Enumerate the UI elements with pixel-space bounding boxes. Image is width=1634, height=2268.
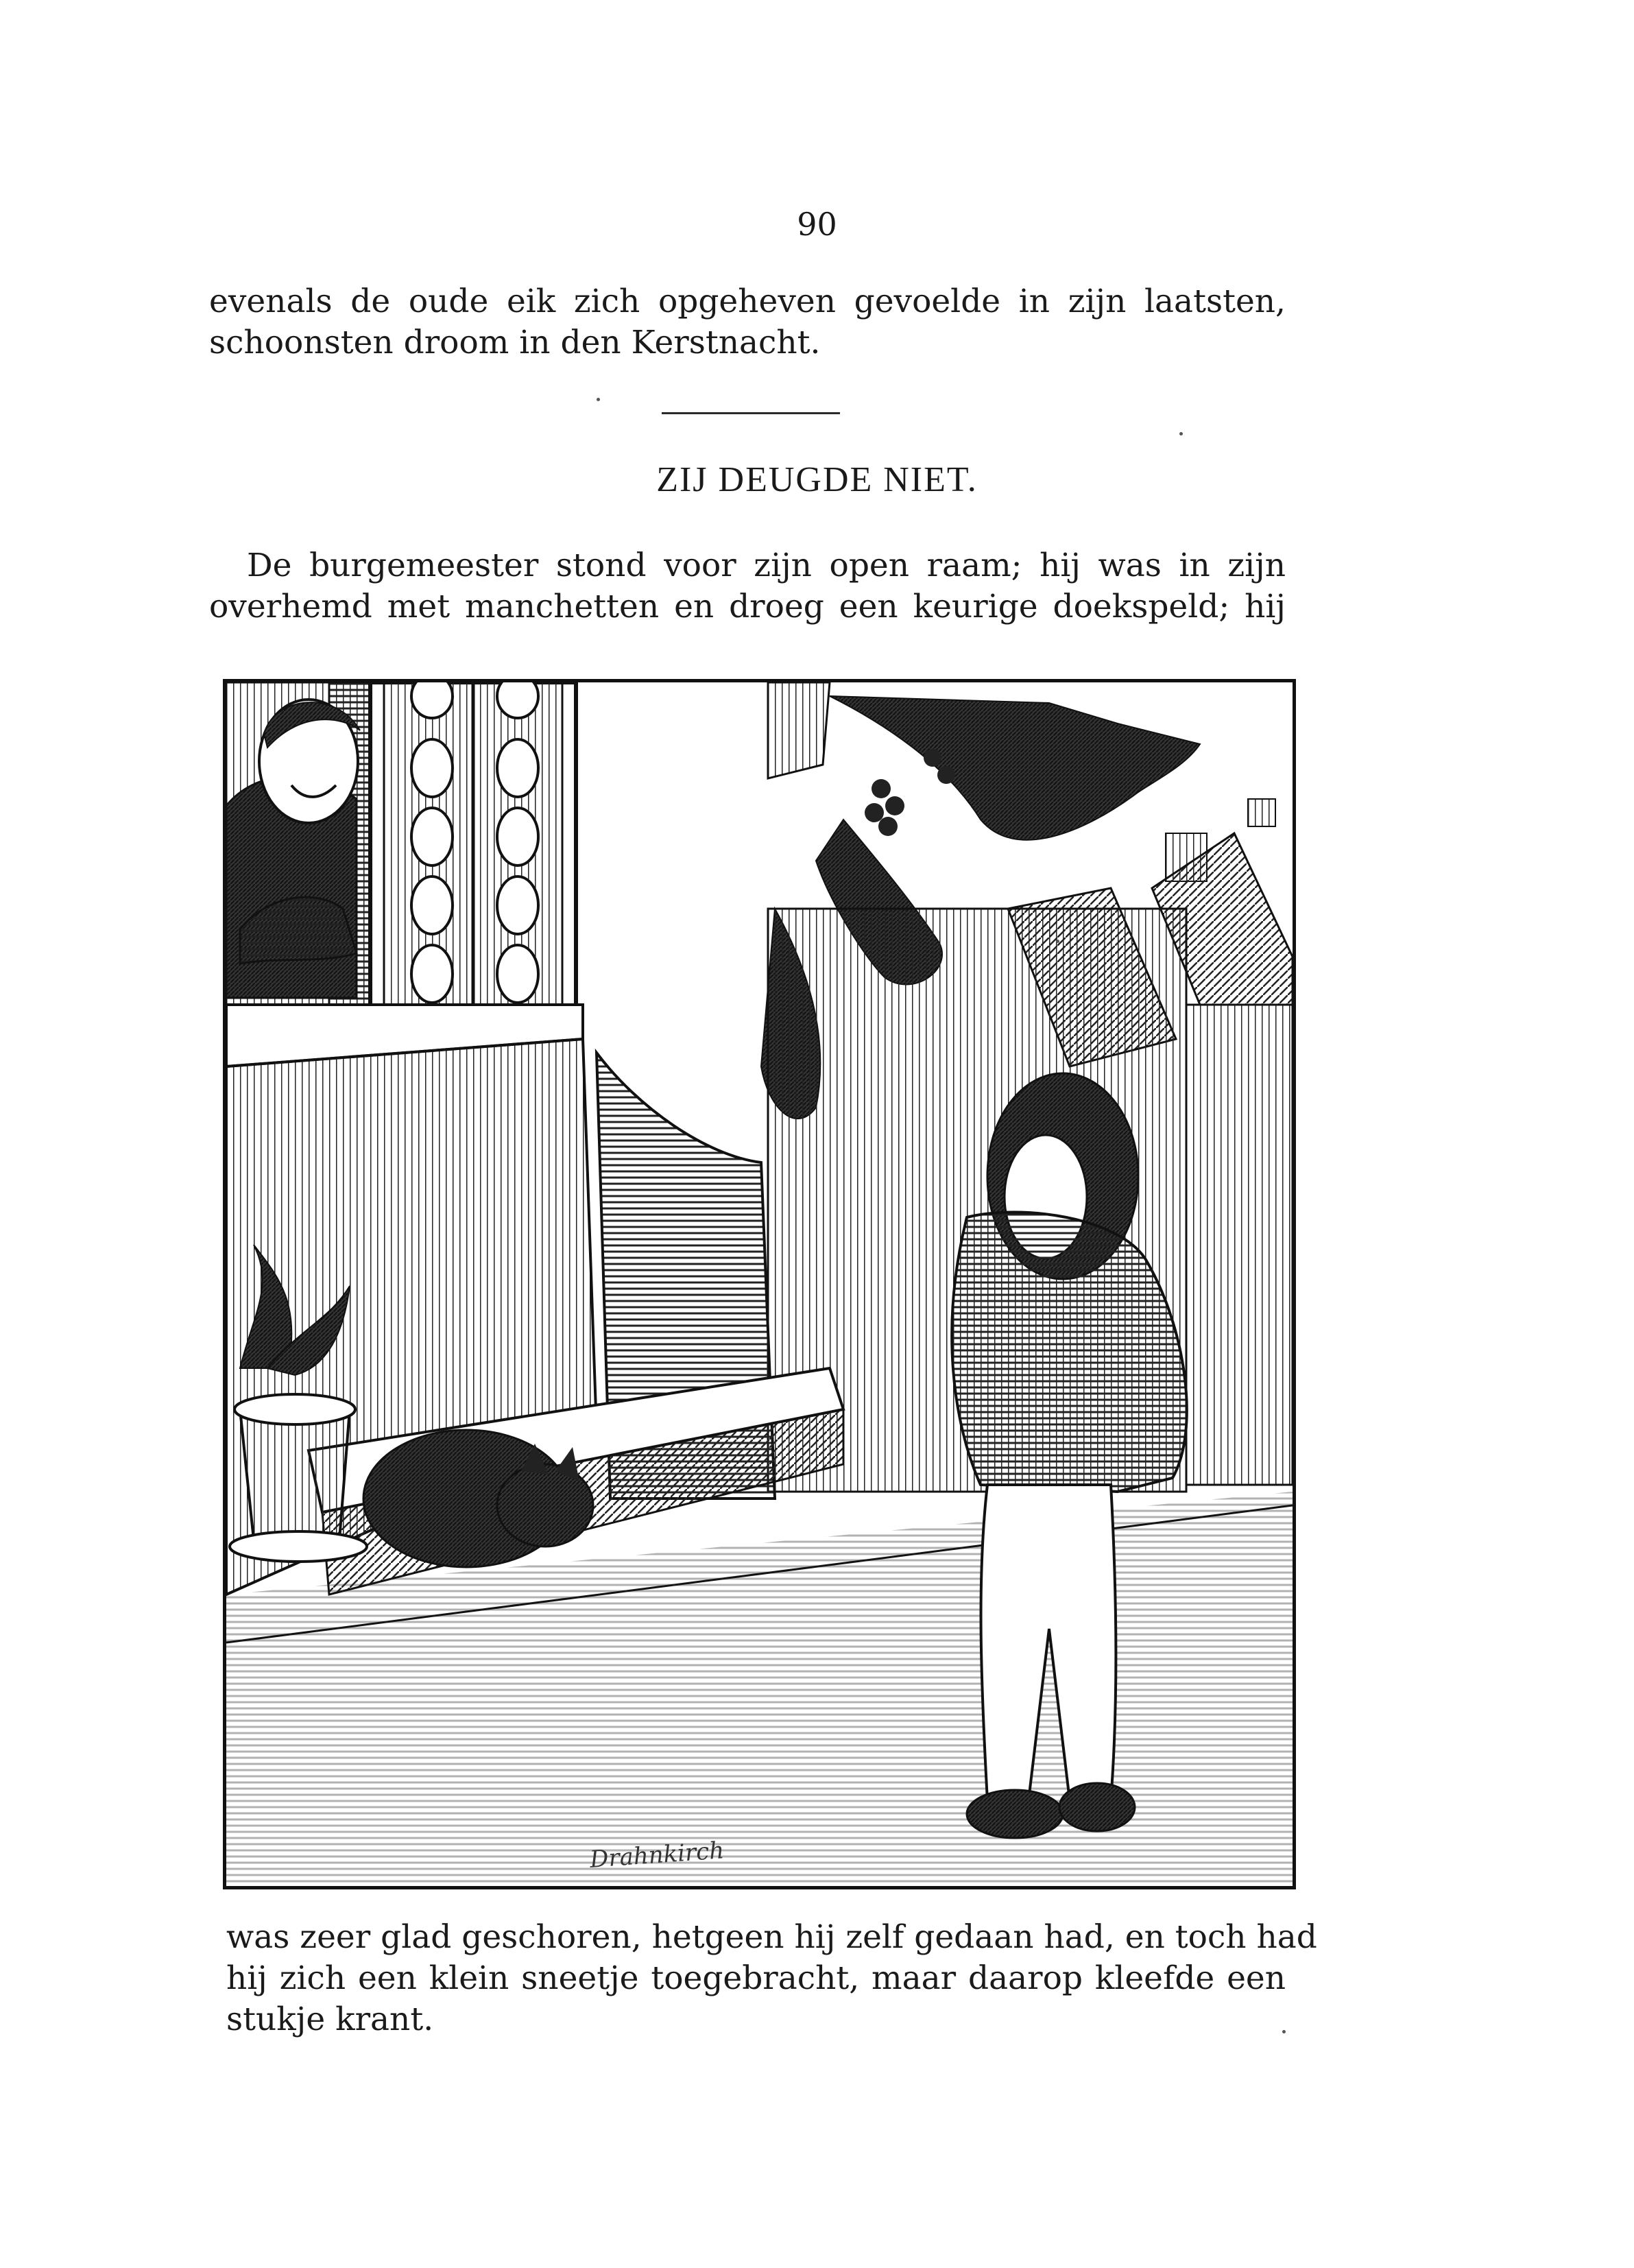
text-line: stukje krant. (226, 2001, 434, 2038)
page-number: 90 (797, 206, 837, 243)
text-line: hij zich een klein sneetje toegebracht, maar daarop kleefde een (226, 1959, 1286, 1997)
paper-speck (1282, 2030, 1286, 2033)
text-line: schoonsten droom in den Kerstnacht. (209, 324, 821, 361)
paper-speck (1179, 432, 1183, 435)
chapter-heading: ZIJ DEUGDE NIET. (656, 460, 978, 499)
text-line: evenals de oude eik zich opgeheven gevoelde in zijn laatsten, (209, 283, 1286, 320)
text-line: overhemd met manchetten en droeg een keurige doekspeld; hij (209, 588, 1286, 625)
paper-speck (1056, 940, 1059, 943)
engraving-illustration (223, 679, 1296, 1889)
paragraph-after-illustration (226, 1917, 1317, 2040)
artist-signature: Drahnkirch (588, 1837, 725, 1874)
paragraph-opening (209, 545, 1286, 628)
text-line: De burgemeester stond voor zijn open raam; hij was in zijn (247, 547, 1286, 584)
section-divider (662, 412, 840, 414)
engraving-drawing (226, 682, 1293, 1886)
text-line: was zeer glad geschoren, hetgeen hij zelf gedaan had, en toch had (226, 1918, 1317, 1956)
paper-speck (597, 398, 600, 401)
paragraph-continuation (209, 281, 1286, 363)
casement-window (370, 682, 576, 1015)
